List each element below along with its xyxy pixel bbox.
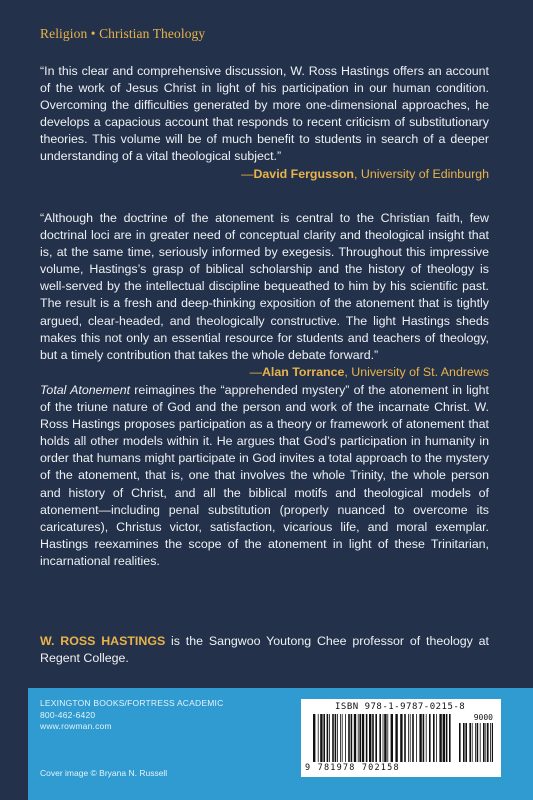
description-text: reimagines the “apprehended mystery” of the atonement in light of the triune nature of God and the person and work of the incarnate Christ. W. Ross Hastings proposes participation as a theory or framework of atonement that holds all other models within it. He argues that God’s participation in humanity in order that humans might participate in God invites a total approach to the mystery of the atonement, that is, one that involves the whole Trinity, the whole person and history of Christ, and all the biblical motifs and theological models of atonement—including penal substitution (properly nuanced to overcome its caricatures), Christus victor, satisfaction, vicarious life, and moral exemplar. Hastings reexamines the scope of the atonement in light of these Trinitarian, incarnational realities. [40, 383, 489, 568]
book-title: Total Atonement [40, 383, 131, 397]
cover-credit: Cover image © Bryana N. Russell [40, 768, 168, 778]
endorsement-torrance [40, 210, 489, 381]
author-name: W. ROSS HASTINGS [40, 634, 166, 648]
endorser-institution: University of Edinburgh [360, 166, 489, 181]
endorser-name: David Fergusson [253, 166, 354, 181]
endorser-name: Alan Torrance [261, 364, 345, 379]
book-description [40, 382, 489, 570]
barcode-addon-bars-icon [459, 723, 493, 762]
endorsement-attribution [40, 166, 489, 183]
publisher-info [40, 698, 223, 733]
endorsement-quote: “In this clear and comprehensive discussion, W. Ross Hastings offers an account of the work of Jesus Christ in light of his participation in our human condition. Overcoming the difficulties generated by more one-dimensional approaches, he develops a capacious account that responds to recent criticism of substitutionary theories. This volume will be of much benefit to students in search of a deeper understanding of a vital theological subject.” [40, 64, 489, 164]
publisher-footer [28, 688, 533, 800]
isbn-label: ISBN 978-1-9787-0215-8 [335, 702, 466, 712]
attribution-separator: , [354, 166, 361, 181]
publisher-phone: 800-462-6420 [40, 709, 96, 720]
publisher-website: www.rowman.com [40, 721, 112, 731]
ean-digits: 9 781978 702158 [305, 763, 400, 773]
publisher-name: LEXINGTON BOOKS/FORTRESS ACADEMIC [40, 698, 224, 708]
barcode [301, 699, 501, 777]
endorsement-fergusson [40, 63, 489, 183]
barcode-bars-icon [313, 714, 453, 762]
attribution-dash: — [241, 166, 254, 181]
endorser-institution: University of St. Andrews [351, 364, 489, 379]
category-label: Religion • Christian Theology [40, 26, 206, 41]
endorsement-quote: “Although the doctrine of the atonement is central to the Christian faith, few doctrinal loci are in greater need of conceptual clarity and theological insight that is, at the same time, seriously informed by exegesis. Throughout this impressive volume, Hastings’s grasp of biblical scholarship and the history of theology is well-served by the intellectual discipline bequeathed to him by his scientific past. The result is a fresh and deep-thinking exposition of the atonement that is tightly argued, clear-headed, and theologically constructive. The light Hastings sheds makes this not only an essential resource for students and teachers of theology, but a timely contribution that takes the whole debate forward.” [40, 211, 489, 362]
endorsement-attribution [40, 364, 489, 381]
price-code: 9000 [473, 713, 493, 722]
attribution-separator: , [344, 364, 352, 379]
author-bio [40, 633, 489, 667]
bio-text: is the Sangwoo Youtong Chee professor of theology at Regent College. [40, 634, 489, 666]
attribution-dash: — [249, 364, 262, 379]
